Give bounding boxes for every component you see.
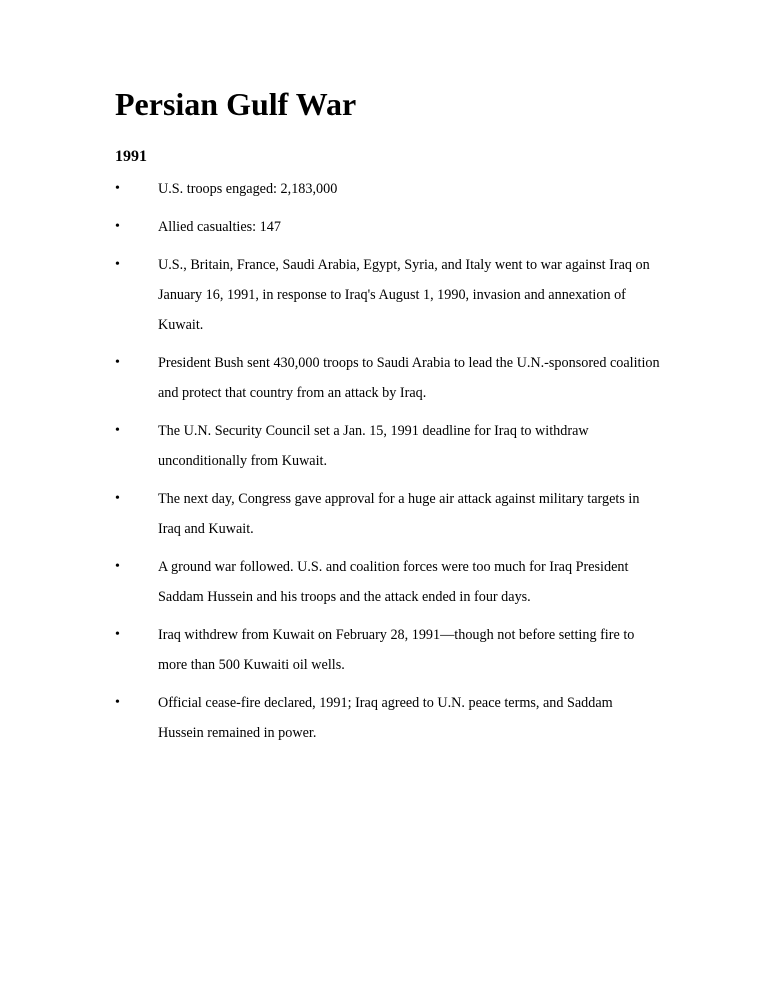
- list-item-text: Allied casualties: 147: [158, 219, 281, 235]
- list-item: [115, 620, 660, 680]
- bullet-icon: •: [115, 355, 120, 370]
- list-item-text: A ground war followed. U.S. and coalition forces were too much for Iraq President Saddam Hussein and his troops and the attack ended in four days.: [158, 559, 629, 605]
- list-item: [115, 688, 660, 748]
- list-item-text: The next day, Congress gave approval for a huge air attack against military targets in Iraq and Kuwait.: [158, 491, 640, 537]
- list-item-text: The U.N. Security Council set a Jan. 15, 1991 deadline for Iraq to withdraw unconditionally from Kuwait.: [158, 423, 589, 469]
- bullet-icon: •: [115, 181, 120, 196]
- bullet-icon: •: [115, 627, 120, 642]
- list-item: [115, 348, 660, 408]
- bullet-icon: •: [115, 491, 120, 506]
- facts-list: [115, 174, 660, 756]
- list-item: [115, 250, 660, 340]
- bullet-icon: •: [115, 423, 120, 438]
- list-item: [115, 416, 660, 476]
- list-item: [115, 212, 660, 242]
- bullet-icon: •: [115, 219, 120, 234]
- list-item-text: Iraq withdrew from Kuwait on February 28, 1991—though not before setting fire to more than 500 Kuwaiti oil wells.: [158, 627, 635, 673]
- list-item-text: U.S., Britain, France, Saudi Arabia, Egypt, Syria, and Italy went to war against Iraq on January 16, 1991, in response to Iraq's August 1, 1990, invasion and annexation of Kuwait.: [158, 257, 650, 333]
- list-item: [115, 484, 660, 544]
- bullet-icon: •: [115, 257, 120, 272]
- page-title: Persian Gulf War: [115, 86, 357, 122]
- list-item-text: Official cease-fire declared, 1991; Iraq agreed to U.N. peace terms, and Saddam Hussein remained in power.: [158, 695, 613, 741]
- list-item-text: U.S. troops engaged: 2,183,000: [158, 181, 338, 197]
- list-item: [115, 174, 660, 204]
- bullet-icon: •: [115, 559, 120, 574]
- list-item: [115, 552, 660, 612]
- section-year-heading: 1991: [115, 148, 147, 165]
- list-item-text: President Bush sent 430,000 troops to Saudi Arabia to lead the U.N.-sponsored coalition and protect that country from an attack by Iraq.: [158, 355, 660, 401]
- bullet-icon: •: [115, 695, 120, 710]
